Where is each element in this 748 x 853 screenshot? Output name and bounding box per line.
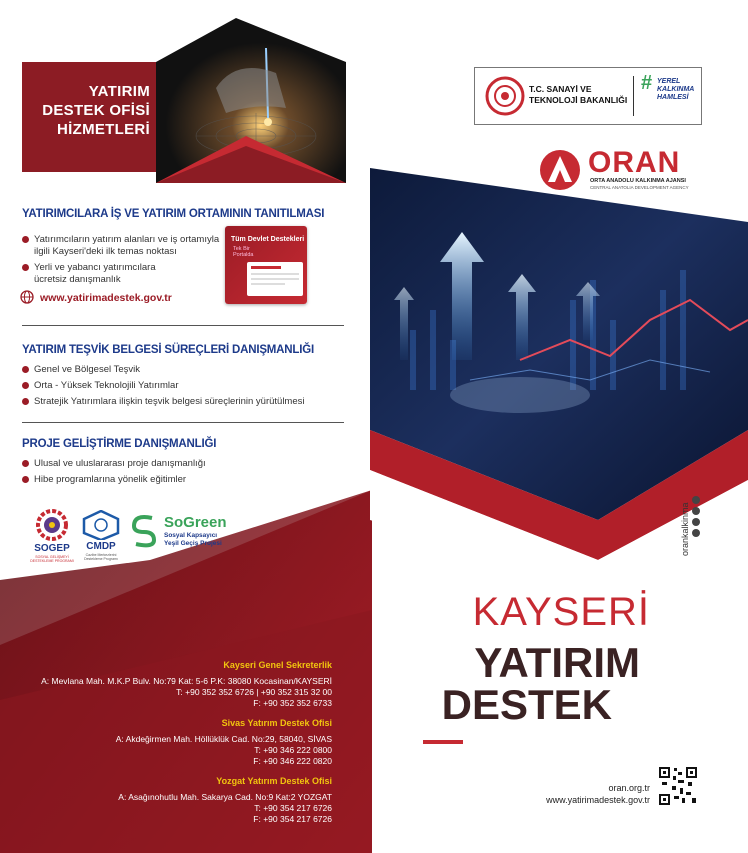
- divider: [633, 76, 634, 116]
- list-item: Stratejik Yatırımlara ilişkin teşvik belgesi süreçlerinin yürütülmesi: [22, 396, 305, 408]
- sogreen-logo: SoGreen Sosyal Kapsayıcı Yeşil Geçiş Projesi: [128, 512, 248, 562]
- list-item: Yerli ve yabancı yatırımcılara ücretsiz danışmanlık: [22, 262, 156, 286]
- ministry-emblem-icon: [485, 76, 525, 116]
- yatirim-website-link[interactable]: www.yatirimadestek.gov.tr: [546, 795, 650, 805]
- social-links: [680, 496, 710, 576]
- hexagon-icon: [76, 510, 126, 540]
- leaf-s-icon: [128, 512, 160, 548]
- banner: [22, 62, 164, 172]
- cmdp-logo: CMDP Cazibe Merkezlerini Destekleme Programı: [76, 510, 126, 566]
- office-address: A: Mevlana Mah. M.K.P Bulv. No:79 Kat: 5-6 P.K: 38080 Kocasinan/KAYSERİ: [41, 676, 332, 686]
- gear-icon: [20, 508, 84, 542]
- divider: [22, 325, 344, 326]
- office-fax: F: +90 352 352 6733: [253, 698, 332, 708]
- facebook-icon[interactable]: [692, 507, 700, 515]
- list-item: Ulusal ve uluslararası proje danışmanlığı: [22, 458, 206, 470]
- list-item: Genel ve Bölgesel Teşvik: [22, 364, 140, 376]
- oran-emblem-icon: [536, 148, 584, 192]
- divider: [22, 422, 344, 423]
- office-fax: F: +90 354 217 6726: [253, 814, 332, 824]
- office-phone: T: +90 352 352 6726 | +90 352 315 32 00: [176, 687, 332, 697]
- yerel-kalkinma-logo: YEREL KALKINMA HAMLESİ: [657, 78, 695, 101]
- office-title-kayseri: Kayseri Genel Sekreterlik: [223, 660, 332, 670]
- oran-logo: ORAN ORTA ANADOLU KALKINMA AJANSI CENTRAL ANATOLIA DEVELOPMENT AGENCY: [536, 148, 706, 198]
- oran-website-link[interactable]: oran.org.tr: [608, 783, 650, 793]
- office-address: A: Asağınohutlu Mah. Sakarya Cad. No:9 Kat:2 YOZGAT: [118, 792, 332, 802]
- office-phone: T: +90 354 217 6726: [254, 803, 332, 813]
- section-title-investment-environment: YATIRIMCILARA İŞ VE YATIRIM ORTAMININ TANITILMASI: [22, 208, 325, 220]
- list-item: Orta - Yüksek Teknolojili Yatırımlar: [22, 380, 179, 392]
- title-underline: [423, 740, 463, 744]
- ministry-logo-box: T.C. SANAYİ VE TEKNOLOJİ BAKANLIĞI # YEREL KALKINMA HAMLESİ: [474, 67, 702, 125]
- office-title-yozgat: Yozgat Yatırım Destek Ofisi: [216, 776, 332, 786]
- social-handle: orankalkinma: [680, 502, 690, 556]
- globe-icon: [20, 290, 34, 304]
- cover-title-line3: DESTEK: [441, 681, 612, 728]
- youtube-icon[interactable]: [692, 529, 700, 537]
- cover-title-line2: YATIRIM: [474, 639, 640, 686]
- banner-title: YATIRIM DESTEK OFİSİ HİZMETLERİ: [42, 83, 150, 138]
- list-item: Yatırımcıların yatırım alanları ve iş ortamıyla ilgili Kayseri'deki ilk temas noktası: [22, 234, 219, 258]
- sogep-logo: SOGEP SOSYAL GELİŞMEYİ DESTEKLEME PROGRAMI: [20, 508, 84, 568]
- office-fax: F: +90 346 222 0820: [253, 756, 332, 766]
- section-title-incentive-consulting: YATIRIM TEŞVİK BELGESİ SÜREÇLERİ DANIŞMANLIĞI: [22, 344, 314, 356]
- office-title-sivas: Sivas Yatırım Destek Ofisi: [221, 718, 332, 728]
- office-phone: T: +90 346 222 0800: [254, 745, 332, 755]
- banner-photo: [156, 18, 346, 183]
- screen-mockup: [247, 262, 303, 296]
- instagram-icon[interactable]: [692, 496, 700, 504]
- portal-thumbnail: Tüm Devlet Destekleri Tek Bir Portalda: [225, 226, 307, 304]
- twitter-icon[interactable]: [692, 518, 700, 526]
- website-link[interactable]: www.yatirimadestek.gov.tr: [40, 292, 172, 304]
- section-title-project-development: PROJE GELİŞTİRME DANIŞMANLIĞI: [22, 438, 217, 450]
- office-address: A: Akdeğirmen Mah. Höllüklük Cad. No:29, 58040, SİVAS: [115, 734, 332, 744]
- hashtag-icon: #: [641, 72, 653, 94]
- list-item: Hibe programlarına yönelik eğitimler: [22, 474, 186, 486]
- cover-title-city: KAYSERİ: [472, 590, 650, 634]
- qr-code-icon: [658, 766, 698, 806]
